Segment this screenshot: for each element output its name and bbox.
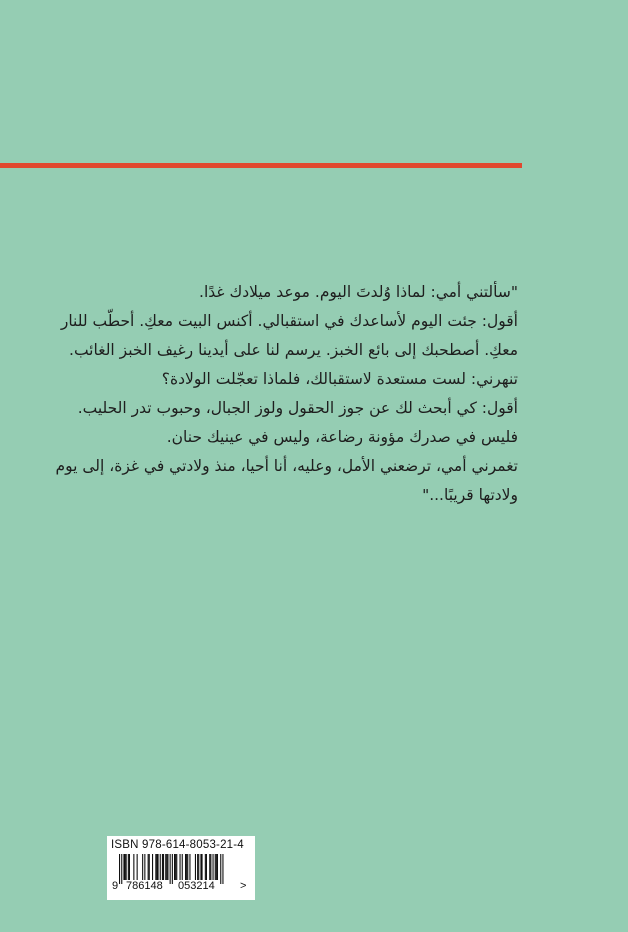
barcode-bar bbox=[137, 854, 138, 880]
blurb-line: "سألتني أمي: لماذا وُلدتَ اليوم. موعد ميلادك غدًا. bbox=[199, 283, 518, 301]
barcode-bar bbox=[167, 854, 168, 880]
barcode-bar bbox=[126, 854, 127, 880]
barcode-digits-right: 053214 bbox=[178, 880, 215, 892]
barcode-digits bbox=[111, 880, 251, 897]
barcode-bar bbox=[166, 854, 167, 880]
barcode-bar bbox=[152, 854, 153, 880]
barcode-bar bbox=[213, 854, 214, 880]
barcode-bar bbox=[149, 854, 150, 880]
barcode-bar bbox=[205, 854, 206, 880]
barcode-bar bbox=[187, 854, 188, 880]
blurb-line: أقول: جئت اليوم لأساعدك في استقبالي. أكنس البيت معكِ. أحطّب للنار bbox=[60, 312, 518, 330]
blurb-line: ولادتها قريبًا..." bbox=[422, 486, 518, 504]
barcode-bar bbox=[182, 854, 183, 880]
barcode-bar bbox=[197, 854, 198, 880]
barcode-bar bbox=[144, 854, 145, 880]
barcode-bar bbox=[222, 854, 223, 884]
barcode-bar bbox=[174, 854, 175, 880]
barcode-bar bbox=[172, 854, 173, 884]
barcode-bar bbox=[163, 854, 164, 880]
barcode-bar bbox=[189, 854, 190, 880]
barcode-bar bbox=[128, 854, 129, 880]
barcode-bar bbox=[175, 854, 176, 880]
back-cover-blurb bbox=[55, 278, 518, 510]
barcode-bar bbox=[148, 854, 149, 880]
blurb-line: تغمرني أمي، ترضعني الأمل، وعليه، أنا أحيا، منذ ولادتي في غزة، إلى يوم bbox=[55, 457, 518, 475]
barcode-bar bbox=[210, 854, 211, 880]
barcode-bar bbox=[119, 854, 120, 884]
barcode-quiet-zone-arrow: > bbox=[240, 880, 247, 892]
barcode-bar bbox=[200, 854, 201, 880]
red-divider-rule bbox=[0, 163, 522, 168]
barcode-bar bbox=[170, 854, 171, 884]
barcode-bar bbox=[215, 854, 216, 880]
barcode-bar bbox=[176, 854, 177, 880]
isbn-number: ISBN 978-614-8053-21-4 bbox=[111, 839, 244, 851]
blurb-line: تنهرني: لست مستعدة لاستقبالك، فلماذا تعجّلت الولادة؟ bbox=[161, 370, 518, 388]
barcode-bar bbox=[165, 854, 166, 880]
barcode-bar bbox=[133, 854, 134, 880]
barcode-bar bbox=[209, 854, 210, 880]
blurb-line: معكِ. أصطحبك إلى بائع الخبز. يرسم لنا على أيدينا رغيف الخبز الغائب. bbox=[69, 341, 518, 359]
barcode-bar bbox=[206, 854, 207, 880]
barcode-bar bbox=[216, 854, 217, 880]
barcode-bar bbox=[142, 854, 143, 880]
barcode-digits-left: 786148 bbox=[126, 880, 163, 892]
barcode-bar bbox=[129, 854, 130, 880]
barcode-bar bbox=[160, 854, 161, 880]
barcode-bar bbox=[220, 854, 221, 884]
isbn-barcode-label bbox=[107, 836, 255, 900]
barcode-bar bbox=[162, 854, 163, 880]
blurb-line: أقول: كي أبحث لك عن جوز الحقول ولوز الجبال، وحبوب تدر الحليب. bbox=[77, 399, 518, 417]
barcode-bar bbox=[186, 854, 187, 880]
barcode-digit-first: 9 bbox=[112, 880, 119, 892]
barcode-bar bbox=[217, 854, 218, 880]
barcode-bar bbox=[155, 854, 156, 880]
barcode-bar bbox=[156, 854, 157, 880]
barcode-bar bbox=[202, 854, 203, 880]
barcode-bar bbox=[198, 854, 199, 880]
barcode-bar bbox=[125, 854, 126, 880]
barcode-bar bbox=[185, 854, 186, 880]
barcode-bar bbox=[195, 854, 196, 880]
blurb-line: فليس في صدرك مؤونة رضاعة، وليس في عينيك حنان. bbox=[166, 428, 518, 446]
barcode-bar bbox=[180, 854, 181, 880]
barcode-bar bbox=[121, 854, 122, 884]
barcode-bar bbox=[123, 854, 124, 880]
barcode-bar bbox=[158, 854, 159, 880]
